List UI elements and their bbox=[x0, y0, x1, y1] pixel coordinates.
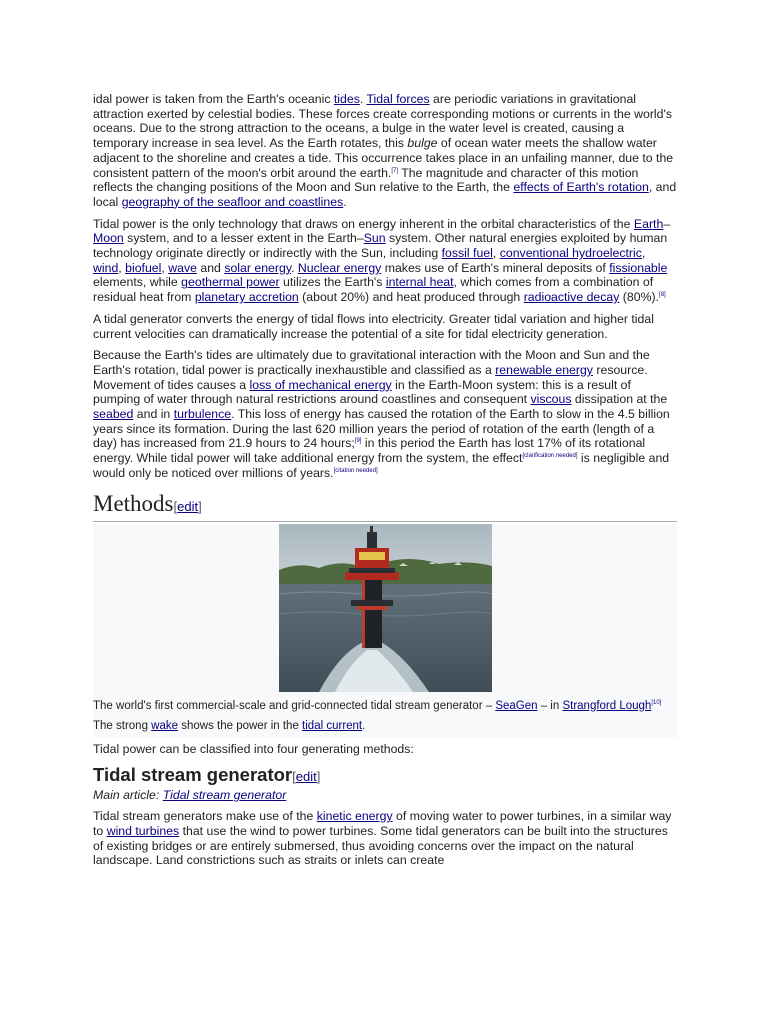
paragraph-tidal-stream-generators: Tidal stream generators make use of the kinetic energy of moving water to power turbines, in a similar way to wind turbines that use the wind to power turbines. Some tidal generators can be built into the structures of existing bridges or are entirely submersed, thus avoiding concerns over the impact on the natural landscape. Land constrictions such as straits or inlets can create bbox=[93, 809, 672, 868]
link-seabed[interactable]: seabed bbox=[93, 407, 134, 422]
link-tidal-forces[interactable]: Tidal forces bbox=[366, 92, 430, 106]
link-effects-earths-rotation[interactable]: effects of Earth's rotation bbox=[513, 180, 649, 195]
paragraph-tidal-forces: idal power is taken from the Earth's oceanic tides. Tidal forces are periodic variations in gravitational attraction exerted by celestial bodies. These forces create corresponding motions or currents in the world's oceans. Due to the strong attraction to the oceans, a bulge in the water level is created, causing a temporary increase in sea level. As the Earth rotates, this bulge of ocean water meets the shallow water adjacent to the shoreline and creates a tide. This occurrence takes place in an unfailing manner, due to the consistent pattern of the moon's orbit around the earth.[7] The magnitude and character of this motion reflects the changing positions of the Moon and Sun relative to the Earth, the effects of Earth's rotation, and local geography of the seafloor and coastlines. bbox=[93, 92, 677, 209]
link-strangford-lough[interactable]: Strangford Lough bbox=[562, 699, 652, 712]
link-wind-turbines[interactable]: wind turbines bbox=[106, 823, 180, 838]
link-renewable-energy[interactable]: renewable energy bbox=[495, 362, 593, 377]
section-heading-tidal-stream: Tidal stream generator[edit] bbox=[93, 764, 321, 786]
link-internal-heat[interactable]: internal heat bbox=[385, 275, 454, 290]
link-nuclear-energy[interactable]: Nuclear energy bbox=[297, 260, 382, 275]
link-wave[interactable]: wave bbox=[168, 260, 197, 275]
link-solar-energy[interactable]: solar energy bbox=[224, 260, 292, 275]
link-wind[interactable]: wind bbox=[93, 260, 119, 275]
link-planetary-accretion[interactable]: planetary accretion bbox=[194, 290, 299, 305]
link-kinetic-energy[interactable]: kinetic energy bbox=[316, 809, 393, 824]
link-fossil-fuel[interactable]: fossil fuel bbox=[441, 246, 493, 261]
link-sun[interactable]: Sun bbox=[363, 231, 386, 246]
link-seagen[interactable]: SeaGen bbox=[495, 699, 538, 712]
paragraph-inexhaustible: Because the Earth's tides are ultimately due to gravitational interaction with the Moon and Sun and the Earth's rotation, tidal power is practically inexhaustible and classified as a renewable energy resource. Movement of tides causes a loss of mechanical energy in the Earth-Moon system: this is a result of pumping of water through natural restrictions around coastlines and consequent viscous dissipation at the seabed and in turbulence. This loss of energy has caused the rotation of the Earth to slow in the 4.5 billion years since its formation. During the last 620 million years the period of rotation of the earth (length of a day) has increased from 21.9 hours to 24 hours;[9] in this period the Earth has lost 17% of its rotational energy. While tidal power will take additional energy from the system, the effect[clarification needed] is negligible and would only be noticed over millions of years.[citation needed] bbox=[93, 348, 670, 480]
paragraph-tidal-generator: A tidal generator converts the energy of tidal flows into electricity. Greater tidal variation and higher tidal current velocities can dramatically increase the potential of a site for tidal electricity generation. bbox=[93, 311, 654, 341]
link-radioactive-decay[interactable]: radioactive decay bbox=[523, 290, 620, 305]
edit-link-methods[interactable]: edit bbox=[177, 498, 199, 514]
seagen-photo[interactable] bbox=[279, 524, 492, 692]
link-viscous[interactable]: viscous bbox=[530, 392, 572, 407]
link-turbulence[interactable]: turbulence bbox=[173, 407, 232, 422]
link-wake[interactable]: wake bbox=[151, 719, 179, 732]
citation-7[interactable]: [7] bbox=[391, 167, 399, 174]
edit-link-tidal-stream[interactable]: edit bbox=[295, 769, 317, 785]
link-tides[interactable]: tides bbox=[333, 92, 360, 106]
edit-section-methods: [edit] bbox=[173, 498, 202, 514]
edit-section-tidal-stream: [edit] bbox=[292, 769, 321, 785]
link-moon[interactable]: Moon bbox=[93, 231, 124, 246]
link-fissionable[interactable]: fissionable bbox=[609, 260, 668, 275]
link-earth[interactable]: Earth bbox=[633, 216, 664, 231]
article-body bbox=[93, 92, 677, 875]
citation-8[interactable]: [8] bbox=[659, 292, 666, 299]
clarification-needed-tag[interactable]: [clarification needed] bbox=[522, 453, 578, 460]
link-main-article-tidal-stream[interactable]: Tidal stream generator bbox=[162, 788, 287, 803]
figure-caption: The world's first commercial-scale and grid-connected tidal stream generator – SeaGen – in Strangford Lough[10] The strong wake shows the power in the tidal current. bbox=[93, 699, 662, 732]
link-tidal-current[interactable]: tidal current bbox=[302, 719, 363, 732]
paragraph-four-methods: Tidal power can be classified into four generating methods: bbox=[93, 741, 414, 756]
link-conventional-hydroelectric[interactable]: conventional hydroelectric bbox=[499, 246, 642, 261]
citation-needed-tag[interactable]: [citation needed] bbox=[333, 467, 378, 474]
link-geothermal-power[interactable]: geothermal power bbox=[181, 275, 280, 290]
paragraph-orbital-energy: Tidal power is the only technology that draws on energy inherent in the orbital characteristics of the Earth–Moon system, and to a lesser extent in the Earth–Sun system. Other natural energies exploited by human technology originate directly or indirectly with the Sun, including fossil fuel, conventional hydroelectric, wind, biofuel, wave and solar energy. Nuclear energy makes use of Earth's mineral deposits of fissionable elements, while geothermal power utilizes the Earth's internal heat, which comes from a combination of residual heat from planetary accretion (about 20%) and heat produced through radioactive decay (80%).[8] bbox=[93, 216, 671, 305]
citation-9[interactable]: [9] bbox=[354, 438, 362, 445]
link-loss-mechanical-energy[interactable]: loss of mechanical energy bbox=[249, 377, 392, 392]
section-heading-methods: Methods[edit] bbox=[93, 491, 677, 522]
main-article-hatnote: Main article: Tidal stream generator bbox=[93, 788, 287, 803]
link-biofuel[interactable]: biofuel bbox=[125, 260, 162, 275]
citation-10[interactable]: [10] bbox=[651, 699, 662, 706]
figure-seagen bbox=[93, 524, 677, 738]
link-geography-seafloor[interactable]: geography of the seafloor and coastlines bbox=[121, 194, 344, 209]
